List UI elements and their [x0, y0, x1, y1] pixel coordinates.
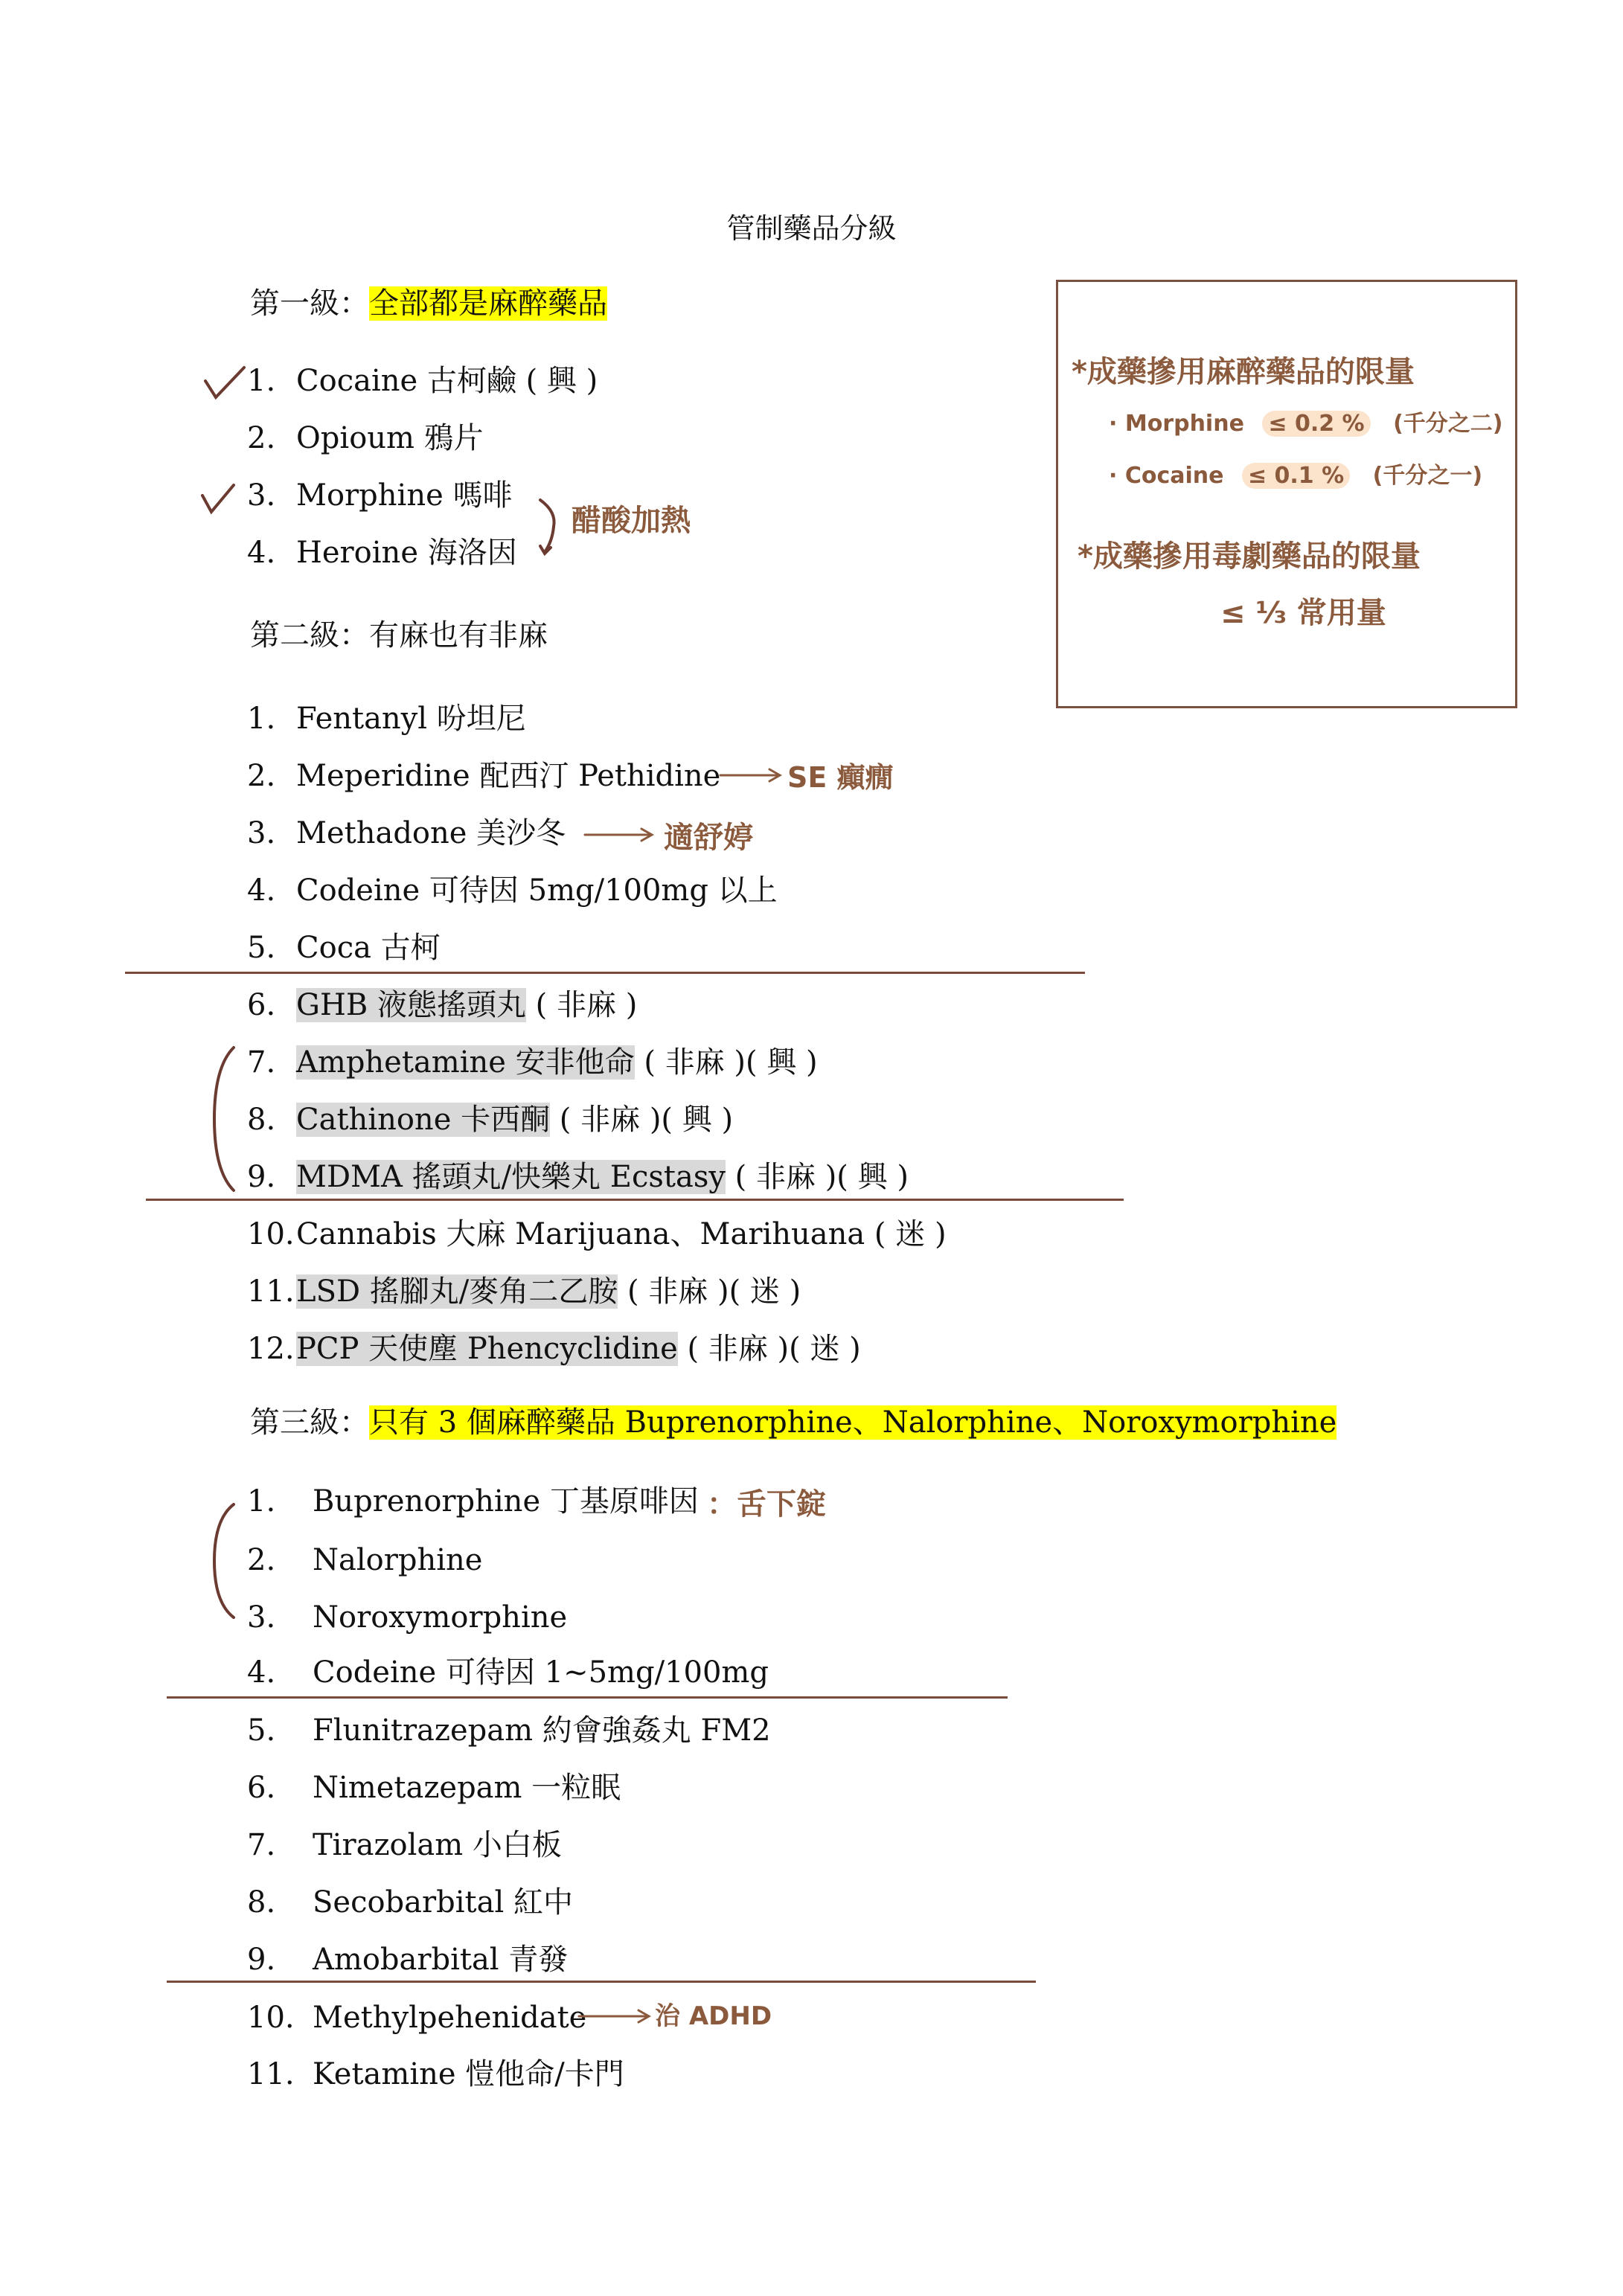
box-line-narcotic-limit: *成藥摻用麻醉藥品的限量	[1072, 355, 1415, 389]
item-number: 2.	[247, 759, 276, 793]
item-text: Buprenorphine 丁基原啡因	[313, 1484, 699, 1519]
level2-item-3	[247, 812, 1066, 854]
item-suffix: ( 非麻 )( 興 )	[550, 1103, 734, 1137]
item-number: 4.	[247, 536, 276, 570]
item-text: Nalorphine	[313, 1543, 483, 1577]
item-highlight: MDMA 搖頭丸/快樂丸 Ecstasy	[296, 1160, 726, 1194]
level3-item-3	[247, 1597, 1066, 1638]
item-text: Morphine 嗎啡	[296, 478, 513, 513]
item-text: Opioum 鴉片	[296, 421, 484, 455]
item-number: 9.	[247, 1160, 276, 1194]
item-number: 4.	[247, 1655, 276, 1690]
box-line-toxic-limit: *成藥摻用毒劇藥品的限量	[1078, 539, 1421, 574]
level3-item-4	[247, 1652, 1066, 1693]
item-number: 8.	[247, 1885, 276, 1920]
item-text: Heroine 海洛因	[296, 536, 517, 570]
item-text: Noroxymorphine	[313, 1600, 568, 1635]
handwritten-note-adhd: 治 ADHD	[655, 2001, 772, 2031]
item-number: 4.	[247, 873, 276, 908]
arrow-right-icon	[577, 2007, 652, 2025]
item-text: Nimetazepam 一粒眠	[313, 1771, 621, 1805]
item-text: Secobarbital 紅中	[313, 1885, 573, 1920]
item-text: Cocaine 古柯鹼 ( 興 )	[296, 364, 598, 398]
level3-header	[250, 1402, 1337, 1443]
item-text: Methadone 美沙冬	[296, 816, 566, 850]
item-text: Tirazolam 小白板	[313, 1828, 562, 1862]
item-number: 3.	[247, 478, 276, 513]
level2-item-6	[247, 984, 1066, 1026]
item-number: 5.	[247, 1713, 276, 1748]
level2-item-4	[247, 870, 1066, 911]
level3-item-1	[247, 1481, 1066, 1522]
item-number: 7.	[247, 1828, 276, 1862]
item-number: 2.	[247, 421, 276, 455]
item-suffix: ( 非麻 )( 興 )	[634, 1045, 818, 1080]
level3-item-8	[247, 1882, 1066, 1923]
level3-item-11	[247, 2053, 1066, 2095]
item-text: Coca 古柯	[296, 931, 441, 965]
item-highlight: PCP 天使塵 Phencyclidine	[296, 1332, 678, 1366]
level1-header	[250, 283, 607, 324]
box-cocaine-row	[1109, 457, 1482, 490]
item-suffix: ( 非麻 )( 迷 )	[618, 1274, 801, 1309]
level2-item-12	[247, 1328, 1066, 1370]
level2-item-7	[247, 1042, 1066, 1083]
level2-item-2	[247, 755, 1066, 797]
item-highlight: Cathinone 卡西酮	[296, 1103, 551, 1137]
level3-item-5	[247, 1710, 1066, 1751]
divider-line	[146, 1199, 1124, 1201]
level2-item-11	[247, 1271, 1066, 1312]
item-number: 3.	[247, 1600, 276, 1635]
divider-line	[167, 1981, 1036, 1983]
item-suffix: ( 非麻 )( 興 )	[725, 1160, 909, 1194]
level1-label: 第一級：	[250, 286, 369, 321]
box-morphine-row	[1109, 405, 1502, 437]
item-text: Codeine 可待因 1~5mg/100mg	[313, 1655, 769, 1690]
item-suffix: ( 非麻 )	[525, 988, 638, 1022]
item-highlight: Amphetamine 安非他命	[296, 1045, 635, 1080]
item-highlight: LSD 搖腳丸/麥角二乙胺	[296, 1274, 618, 1309]
item-suffix: ( 非麻 )( 迷 )	[677, 1332, 861, 1366]
item-number: 8.	[247, 1103, 276, 1137]
item-number: 6.	[247, 988, 276, 1022]
item-text: Methylpehenidate	[313, 2001, 587, 2035]
item-text: Meperidine 配西汀 Pethidine	[296, 759, 721, 793]
item-text: Ketamine 愷他命/卡門	[313, 2057, 624, 2091]
level1-item-2	[247, 417, 842, 459]
item-number: 6.	[247, 1771, 276, 1805]
cocaine-label: · Cocaine	[1109, 463, 1224, 489]
item-number: 11.	[247, 1274, 295, 1309]
note-box	[1056, 280, 1517, 708]
cocaine-note: (千分之一)	[1372, 463, 1483, 489]
bracket-icon	[208, 1501, 238, 1620]
item-number: 10.	[247, 1217, 295, 1251]
item-highlight: GHB 液態搖頭丸	[296, 988, 526, 1022]
level1-item-1	[247, 360, 842, 402]
level2-item-9	[247, 1156, 1066, 1198]
level3-item-9	[247, 1939, 1066, 1981]
item-text: Amobarbital 青發	[313, 1943, 569, 1977]
page-title: 管制藥品分級	[726, 212, 897, 245]
item-text: Flunitrazepam 約會強姦丸 FM2	[313, 1713, 771, 1748]
level3-item-2	[247, 1539, 1066, 1581]
item-text: Fentanyl 吩坦尼	[296, 702, 526, 736]
box-line-third-dose: ≤ ⅓ 常用量	[1220, 596, 1386, 630]
item-number: 1.	[247, 364, 276, 398]
morphine-value: ≤ 0.2 %	[1262, 411, 1370, 437]
handwritten-note-methadone: 適舒婷	[664, 821, 753, 855]
item-text: Cannabis 大麻 Marijuana、Marihuana ( 迷 )	[296, 1217, 947, 1251]
cocaine-value: ≤ 0.1 %	[1242, 463, 1350, 489]
item-number: 3.	[247, 816, 276, 850]
divider-line	[125, 972, 1085, 974]
level1-highlight: 全部都是麻醉藥品	[369, 286, 607, 321]
item-number: 7.	[247, 1045, 276, 1080]
level3-item-6	[247, 1767, 1066, 1809]
morphine-label: · Morphine	[1109, 411, 1244, 437]
level3-label: 第三級：	[250, 1405, 369, 1440]
level3-item-7	[247, 1824, 1066, 1866]
level2-item-8	[247, 1099, 1066, 1141]
level2-item-5	[247, 927, 1066, 969]
bracket-icon	[537, 497, 560, 557]
level2-item-1	[247, 698, 1066, 740]
item-number: 5.	[247, 931, 276, 965]
item-text: Codeine 可待因 5mg/100mg 以上	[296, 873, 778, 908]
item-number: 2.	[247, 1543, 276, 1577]
bracket-icon	[208, 1045, 238, 1193]
item-number: 10.	[247, 2001, 295, 2035]
handwritten-note-se: SE 癲癇	[787, 761, 894, 794]
checkmark-icon	[202, 365, 247, 402]
handwritten-note-acetyl: 醋酸加熱	[572, 504, 691, 538]
level2-item-10	[247, 1213, 1066, 1255]
item-number: 9.	[247, 1943, 276, 1977]
item-number: 11.	[247, 2057, 295, 2091]
morphine-note: (千分之二)	[1393, 411, 1503, 437]
item-number: 1.	[247, 1484, 276, 1519]
arrow-right-icon	[583, 826, 655, 844]
item-number: 12.	[247, 1332, 295, 1366]
level3-highlight: 只有 3 個麻醉藥品 Buprenorphine、Nalorphine、Noroxymorphine	[369, 1405, 1337, 1440]
item-number: 1.	[247, 702, 276, 736]
level2-header: 第二級：有麻也有非麻	[250, 618, 548, 652]
divider-line	[167, 1696, 1008, 1699]
checkmark-icon	[199, 482, 237, 516]
handwritten-note-sublingual: ：舌下錠	[707, 1487, 826, 1521]
arrow-right-icon	[719, 766, 783, 784]
